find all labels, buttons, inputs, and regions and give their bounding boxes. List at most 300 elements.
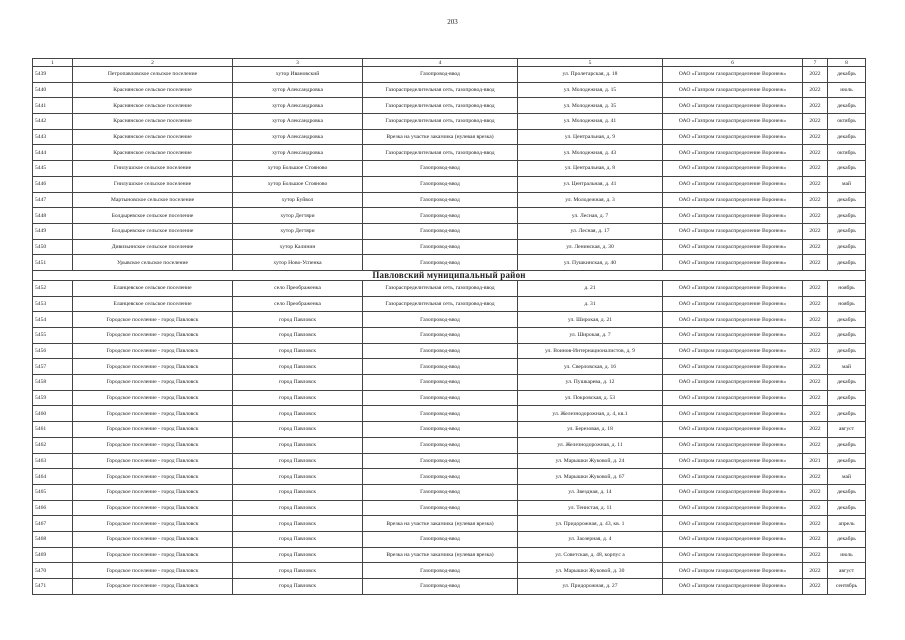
address-cell: ул. Молодежная, д. 15 <box>518 82 663 98</box>
row-number: 5458 <box>33 375 73 391</box>
row-number: 5443 <box>33 129 73 145</box>
locality-cell: город Павловск <box>233 437 363 453</box>
table-row <box>33 359 866 375</box>
month-cell: май <box>828 469 866 485</box>
object-cell: Газопровод-ввод <box>363 328 518 344</box>
table-row <box>33 406 866 422</box>
year-cell: 2022 <box>803 176 828 192</box>
table-row <box>33 296 866 312</box>
month-cell: декабрь <box>828 192 866 208</box>
object-cell: Газопровод-ввод <box>363 161 518 177</box>
organization-cell: ОАО «Газпром газораспределение Воронеж» <box>663 422 803 438</box>
table-row <box>33 255 866 271</box>
address-cell: ул. Ленинская, д. 30 <box>518 239 663 255</box>
organization-cell: ОАО «Газпром газораспределение Воронеж» <box>663 500 803 516</box>
row-number: 5441 <box>33 98 73 114</box>
row-number: 5463 <box>33 453 73 469</box>
locality-cell: село Преображенка <box>233 280 363 296</box>
organization-cell: ОАО «Газпром газораспределение Воронеж» <box>663 98 803 114</box>
row-number: 5445 <box>33 161 73 177</box>
row-number: 5440 <box>33 82 73 98</box>
year-cell: 2022 <box>803 223 828 239</box>
table-row <box>33 176 866 192</box>
organization-cell: ОАО «Газпром газораспределение Воронеж» <box>663 114 803 130</box>
month-cell: декабрь <box>828 255 866 271</box>
address-cell: ул. Пролетарская, д. 18 <box>518 67 663 83</box>
month-cell: декабрь <box>828 375 866 391</box>
organization-cell: ОАО «Газпром газораспределение Воронеж» <box>663 82 803 98</box>
organization-cell: ОАО «Газпром газораспределение Воронеж» <box>663 406 803 422</box>
organization-cell: ОАО «Газпром газораспределение Воронеж» <box>663 161 803 177</box>
organization-cell: ОАО «Газпром газораспределение Воронеж» <box>663 280 803 296</box>
row-number: 5460 <box>33 406 73 422</box>
month-cell: декабрь <box>828 453 866 469</box>
object-cell: Газопровод-ввод <box>363 500 518 516</box>
column-number: 5 <box>518 59 663 67</box>
organization-cell: ОАО «Газпром газораспределение Воронеж» <box>663 437 803 453</box>
organization-cell: ОАО «Газпром газораспределение Воронеж» <box>663 192 803 208</box>
settlement-cell: Городское поселение - город Павловск <box>73 312 233 328</box>
object-cell: Газораспределительная сеть, газопровод-ввод <box>363 145 518 161</box>
row-number: 5461 <box>33 422 73 438</box>
address-cell: ул. Сверловская, д. 16 <box>518 359 663 375</box>
table-row <box>33 531 866 547</box>
object-cell: Газопровод-ввод <box>363 531 518 547</box>
organization-cell: ОАО «Газпром газораспределение Воронеж» <box>663 239 803 255</box>
organization-cell: ОАО «Газпром газораспределение Воронеж» <box>663 547 803 563</box>
object-cell: Газопровод-ввод <box>363 453 518 469</box>
row-number: 5452 <box>33 280 73 296</box>
organization-cell: ОАО «Газпром газораспределение Воронеж» <box>663 579 803 595</box>
locality-cell: село Преображенка <box>233 296 363 312</box>
column-number: 1 <box>33 59 73 67</box>
column-number: 7 <box>803 59 828 67</box>
address-cell: д. 31 <box>518 296 663 312</box>
column-number: 6 <box>663 59 803 67</box>
year-cell: 2022 <box>803 82 828 98</box>
year-cell: 2022 <box>803 145 828 161</box>
year-cell: 2022 <box>803 516 828 532</box>
locality-cell: город Павловск <box>233 312 363 328</box>
organization-cell: ОАО «Газпром газораспределение Воронеж» <box>663 453 803 469</box>
locality-cell: хутор Ново-Успенка <box>233 255 363 271</box>
address-cell: ул. Пушкинская, д. 40 <box>518 255 663 271</box>
month-cell: декабрь <box>828 343 866 359</box>
object-cell: Газопровод-ввод <box>363 312 518 328</box>
row-number: 5451 <box>33 255 73 271</box>
row-number: 5442 <box>33 114 73 130</box>
organization-cell: ОАО «Газпром газораспределение Воронеж» <box>663 296 803 312</box>
row-number: 5454 <box>33 312 73 328</box>
table-row <box>33 239 866 255</box>
column-number-row <box>33 59 866 67</box>
row-number: 5469 <box>33 547 73 563</box>
address-cell: ул. Лесная, д. 7 <box>518 208 663 224</box>
month-cell: декабрь <box>828 161 866 177</box>
locality-cell: хутор Буйвол <box>233 192 363 208</box>
year-cell: 2022 <box>803 500 828 516</box>
locality-cell: город Павловск <box>233 531 363 547</box>
table-row <box>33 453 866 469</box>
year-cell: 2022 <box>803 469 828 485</box>
month-cell: октябрь <box>828 114 866 130</box>
address-cell: ул. Широкая, д. 7 <box>518 328 663 344</box>
settlement-cell: Городское поселение - город Павловск <box>73 328 233 344</box>
organization-cell: ОАО «Газпром газораспределение Воронеж» <box>663 531 803 547</box>
table-row <box>33 82 866 98</box>
year-cell: 2022 <box>803 547 828 563</box>
month-cell: декабрь <box>828 531 866 547</box>
object-cell: Газопровод-ввод <box>363 343 518 359</box>
year-cell: 2022 <box>803 296 828 312</box>
locality-cell: город Павловск <box>233 453 363 469</box>
month-cell: ноябрь <box>828 280 866 296</box>
address-cell: ул. Железнодорожная, д. 11 <box>518 437 663 453</box>
row-number: 5453 <box>33 296 73 312</box>
address-cell: ул. Тенистая, д. 11 <box>518 500 663 516</box>
locality-cell: хутор Александровка <box>233 98 363 114</box>
organization-cell: ОАО «Газпром газораспределение Воронеж» <box>663 563 803 579</box>
row-number: 5456 <box>33 343 73 359</box>
organization-cell: ОАО «Газпром газораспределение Воронеж» <box>663 375 803 391</box>
table-row <box>33 312 866 328</box>
row-number: 5467 <box>33 516 73 532</box>
year-cell: 2022 <box>803 312 828 328</box>
row-number: 5450 <box>33 239 73 255</box>
locality-cell: город Павловск <box>233 343 363 359</box>
address-cell: ул. Широкая, д. 21 <box>518 312 663 328</box>
address-cell: ул. Заозерная, д. 4 <box>518 531 663 547</box>
locality-cell: хутор Александровка <box>233 114 363 130</box>
table-row <box>33 328 866 344</box>
table-row <box>33 484 866 500</box>
settlement-cell: Болдыревское сельское поселение <box>73 223 233 239</box>
year-cell: 2022 <box>803 67 828 83</box>
organization-cell: ОАО «Газпром газораспределение Воронеж» <box>663 312 803 328</box>
settlement-cell: Краснянское сельское поселение <box>73 98 233 114</box>
year-cell: 2022 <box>803 343 828 359</box>
table-row <box>33 422 866 438</box>
object-cell: Газопровод-ввод <box>363 469 518 485</box>
object-cell: Газопровод-ввод <box>363 67 518 83</box>
page-number: 203 <box>447 18 458 26</box>
year-cell: 2022 <box>803 129 828 145</box>
settlement-cell: Городское поселение - город Павловск <box>73 453 233 469</box>
row-number: 5455 <box>33 328 73 344</box>
settlement-cell: Болдыревское сельское поселение <box>73 208 233 224</box>
row-number: 5466 <box>33 500 73 516</box>
object-cell: Газопровод-ввод <box>363 375 518 391</box>
month-cell: май <box>828 176 866 192</box>
month-cell: декабрь <box>828 67 866 83</box>
object-cell: Врезка на участке заказчика (нулевая врезка) <box>363 516 518 532</box>
row-number: 5446 <box>33 176 73 192</box>
locality-cell: город Павловск <box>233 406 363 422</box>
locality-cell: город Павловск <box>233 500 363 516</box>
table-row <box>33 98 866 114</box>
organization-cell: ОАО «Газпром газораспределение Воронеж» <box>663 516 803 532</box>
address-cell: ул. Центральная, д. 41 <box>518 176 663 192</box>
table-row <box>33 500 866 516</box>
row-number: 5447 <box>33 192 73 208</box>
object-cell: Газопровод-ввод <box>363 437 518 453</box>
object-cell: Газораспределительная сеть, газопровод-ввод <box>363 114 518 130</box>
organization-cell: ОАО «Газпром газораспределение Воронеж» <box>663 343 803 359</box>
row-number: 5468 <box>33 531 73 547</box>
address-cell: ул. Железнодорожная, д. 4, кв.1 <box>518 406 663 422</box>
address-cell: д. 21 <box>518 280 663 296</box>
month-cell: декабрь <box>828 328 866 344</box>
row-number: 5459 <box>33 390 73 406</box>
address-cell: ул. Молодежная, д. 3 <box>518 192 663 208</box>
address-cell: ул. Пушкарева, д. 12 <box>518 375 663 391</box>
address-cell: ул. Звездная, д. 14 <box>518 484 663 500</box>
locality-cell: хутор Дегтяри <box>233 223 363 239</box>
table-row <box>33 469 866 485</box>
table-body <box>33 59 866 595</box>
organization-cell: ОАО «Газпром газораспределение Воронеж» <box>663 223 803 239</box>
table-row <box>33 67 866 83</box>
address-cell: ул. Молодежная, д. 35 <box>518 98 663 114</box>
row-number: 5444 <box>33 145 73 161</box>
locality-cell: город Павловск <box>233 563 363 579</box>
settlement-cell: Петропавловское сельское поселение <box>73 67 233 83</box>
month-cell: декабрь <box>828 98 866 114</box>
address-cell: ул. Марышки Жуковой, д. 24 <box>518 453 663 469</box>
year-cell: 2022 <box>803 390 828 406</box>
table-row <box>33 343 866 359</box>
object-cell: Газопровод-ввод <box>363 239 518 255</box>
month-cell: июль <box>828 547 866 563</box>
table-row <box>33 208 866 224</box>
month-cell: август <box>828 422 866 438</box>
year-cell: 2022 <box>803 406 828 422</box>
month-cell: декабрь <box>828 484 866 500</box>
year-cell: 2022 <box>803 328 828 344</box>
month-cell: декабрь <box>828 406 866 422</box>
year-cell: 2022 <box>803 422 828 438</box>
month-cell: апрель <box>828 516 866 532</box>
table-row <box>33 129 866 145</box>
month-cell: декабрь <box>828 312 866 328</box>
table-row <box>33 563 866 579</box>
object-cell: Газораспределительная сеть, газопровод-ввод <box>363 280 518 296</box>
settlement-cell: Городское поселение - город Павловск <box>73 343 233 359</box>
locality-cell: хутор Александровка <box>233 129 363 145</box>
section-title: Павловский муниципальный район <box>33 270 866 280</box>
year-cell: 2022 <box>803 531 828 547</box>
object-cell: Газопровод-ввод <box>363 192 518 208</box>
row-number: 5470 <box>33 563 73 579</box>
organization-cell: ОАО «Газпром газораспределение Воронеж» <box>663 208 803 224</box>
table-row <box>33 192 866 208</box>
locality-cell: хутор Большое Стояново <box>233 161 363 177</box>
settlement-cell: Городское поселение - город Павловск <box>73 422 233 438</box>
year-cell: 2022 <box>803 239 828 255</box>
address-cell: ул. Марышки Жуковой, д. 30 <box>518 563 663 579</box>
year-cell: 2022 <box>803 280 828 296</box>
settlement-cell: Дивизьинское сельское поселение <box>73 239 233 255</box>
year-cell: 2022 <box>803 208 828 224</box>
settlement-cell: Городское поселение - город Павловск <box>73 437 233 453</box>
address-cell: ул. Воинов-Интернационалистов, д. 9 <box>518 343 663 359</box>
settlement-cell: Еланцевское сельское поселение <box>73 296 233 312</box>
organization-cell: ОАО «Газпром газораспределение Воронеж» <box>663 469 803 485</box>
settlement-cell: Краснянское сельское поселение <box>73 82 233 98</box>
address-cell: ул. Березовая, д. 18 <box>518 422 663 438</box>
year-cell: 2022 <box>803 255 828 271</box>
object-cell: Газопровод-ввод <box>363 563 518 579</box>
year-cell: 2022 <box>803 98 828 114</box>
object-cell: Газопровод-ввод <box>363 176 518 192</box>
month-cell: декабрь <box>828 208 866 224</box>
settlement-cell: Краснянское сельское поселение <box>73 129 233 145</box>
row-number: 5448 <box>33 208 73 224</box>
year-cell: 2022 <box>803 579 828 595</box>
locality-cell: хутор Большое Стояново <box>233 176 363 192</box>
organization-cell: ОАО «Газпром газораспределение Воронеж» <box>663 145 803 161</box>
table-row <box>33 375 866 391</box>
address-cell: ул. Марышки Жуковой, д. 67 <box>518 469 663 485</box>
month-cell: декабрь <box>828 390 866 406</box>
locality-cell: хутор Александровка <box>233 145 363 161</box>
column-number: 8 <box>828 59 866 67</box>
row-number: 5449 <box>33 223 73 239</box>
locality-cell: хутор Калинин <box>233 239 363 255</box>
object-cell: Газораспределительная сеть, газопровод-ввод <box>363 82 518 98</box>
row-number: 5439 <box>33 67 73 83</box>
locality-cell: город Павловск <box>233 390 363 406</box>
settlement-cell: Городское поселение - город Павловск <box>73 469 233 485</box>
settlement-cell: Городское поселение - город Павловск <box>73 500 233 516</box>
settlement-cell: Краснянское сельское поселение <box>73 114 233 130</box>
object-cell: Газопровод-ввод <box>363 208 518 224</box>
locality-cell: город Павловск <box>233 469 363 485</box>
table-row <box>33 547 866 563</box>
organization-cell: ОАО «Газпром газораспределение Воронеж» <box>663 129 803 145</box>
month-cell: декабрь <box>828 129 866 145</box>
month-cell: август <box>828 563 866 579</box>
column-number: 4 <box>363 59 518 67</box>
column-number: 3 <box>233 59 363 67</box>
organization-cell: ОАО «Газпром газораспределение Воронеж» <box>663 390 803 406</box>
month-cell: ноябрь <box>828 296 866 312</box>
locality-cell: хутор Дегтяри <box>233 208 363 224</box>
locality-cell: город Павловск <box>233 375 363 391</box>
organization-cell: ОАО «Газпром газораспределение Воронеж» <box>663 484 803 500</box>
settlement-cell: Мартыновское сельское поселение <box>73 192 233 208</box>
locality-cell: хутор Ивановский <box>233 67 363 83</box>
year-cell: 2022 <box>803 114 828 130</box>
row-number: 5457 <box>33 359 73 375</box>
locality-cell: город Павловск <box>233 328 363 344</box>
month-cell: декабрь <box>828 239 866 255</box>
settlement-cell: Гнилушское сельское поселение <box>73 161 233 177</box>
row-number: 5464 <box>33 469 73 485</box>
table-row <box>33 161 866 177</box>
column-number: 2 <box>73 59 233 67</box>
settlement-cell: Гнилушское сельское поселение <box>73 176 233 192</box>
address-cell: ул. Молодежная, д. 41 <box>518 114 663 130</box>
table-row <box>33 280 866 296</box>
month-cell: июль <box>828 82 866 98</box>
object-cell: Газопровод-ввод <box>363 579 518 595</box>
object-cell: Газораспределительная сеть, газопровод-ввод <box>363 98 518 114</box>
address-cell: ул. Придорожная, д. 43, кв. 1 <box>518 516 663 532</box>
settlement-cell: Еланцевское сельское поселение <box>73 280 233 296</box>
settlement-cell: Городское поселение - город Павловск <box>73 375 233 391</box>
table-row <box>33 223 866 239</box>
section-row <box>33 270 866 280</box>
locality-cell: город Павловск <box>233 422 363 438</box>
year-cell: 2022 <box>803 359 828 375</box>
year-cell: 2022 <box>803 192 828 208</box>
month-cell: октябрь <box>828 145 866 161</box>
year-cell: 2022 <box>803 563 828 579</box>
object-cell: Газораспределительная сеть, газопровод-ввод <box>363 296 518 312</box>
organization-cell: ОАО «Газпром газораспределение Воронеж» <box>663 255 803 271</box>
year-cell: 2021 <box>803 453 828 469</box>
month-cell: декабрь <box>828 437 866 453</box>
settlement-cell: Городское поселение - город Павловск <box>73 406 233 422</box>
table-row <box>33 437 866 453</box>
object-cell: Газопровод-ввод <box>363 484 518 500</box>
month-cell: май <box>828 359 866 375</box>
settlement-cell: Урывское сельское поселение <box>73 255 233 271</box>
address-cell: ул. Молодежная, д. 43 <box>518 145 663 161</box>
locality-cell: город Павловск <box>233 547 363 563</box>
object-cell: Врезка на участке заказчика (нулевая врезка) <box>363 129 518 145</box>
address-cell: ул. Центральная, д. 9 <box>518 129 663 145</box>
month-cell: декабрь <box>828 223 866 239</box>
address-cell: ул. Центральная, д. 8 <box>518 161 663 177</box>
address-cell: ул. Покровская, д. 53 <box>518 390 663 406</box>
year-cell: 2022 <box>803 484 828 500</box>
table-row <box>33 516 866 532</box>
table-row <box>33 114 866 130</box>
year-cell: 2022 <box>803 161 828 177</box>
settlement-cell: Краснянское сельское поселение <box>73 145 233 161</box>
row-number: 5465 <box>33 484 73 500</box>
table-row <box>33 579 866 595</box>
year-cell: 2022 <box>803 437 828 453</box>
address-cell: ул. Лесная, д. 17 <box>518 223 663 239</box>
settlement-cell: Городское поселение - город Павловск <box>73 579 233 595</box>
organization-cell: ОАО «Газпром газораспределение Воронеж» <box>663 328 803 344</box>
locality-cell: город Павловск <box>233 579 363 595</box>
locality-cell: город Павловск <box>233 516 363 532</box>
object-cell: Газопровод-ввод <box>363 359 518 375</box>
settlement-cell: Городское поселение - город Павловск <box>73 531 233 547</box>
object-cell: Газопровод-ввод <box>363 406 518 422</box>
table-row <box>33 145 866 161</box>
settlement-cell: Городское поселение - город Павловск <box>73 516 233 532</box>
settlement-cell: Городское поселение - город Павловск <box>73 484 233 500</box>
organization-cell: ОАО «Газпром газораспределение Воронеж» <box>663 67 803 83</box>
organization-cell: ОАО «Газпром газораспределение Воронеж» <box>663 176 803 192</box>
row-number: 5471 <box>33 579 73 595</box>
object-cell: Газопровод-ввод <box>363 223 518 239</box>
organization-cell: ОАО «Газпром газораспределение Воронеж» <box>663 359 803 375</box>
locality-cell: город Павловск <box>233 484 363 500</box>
address-cell: ул. Советская, д. 48, корпус а <box>518 547 663 563</box>
object-cell: Газопровод-ввод <box>363 390 518 406</box>
table-row <box>33 390 866 406</box>
address-cell: ул. Придорожная, д. 27 <box>518 579 663 595</box>
settlement-cell: Городское поселение - город Павловск <box>73 563 233 579</box>
month-cell: сентябрь <box>828 579 866 595</box>
locality-cell: город Павловск <box>233 359 363 375</box>
